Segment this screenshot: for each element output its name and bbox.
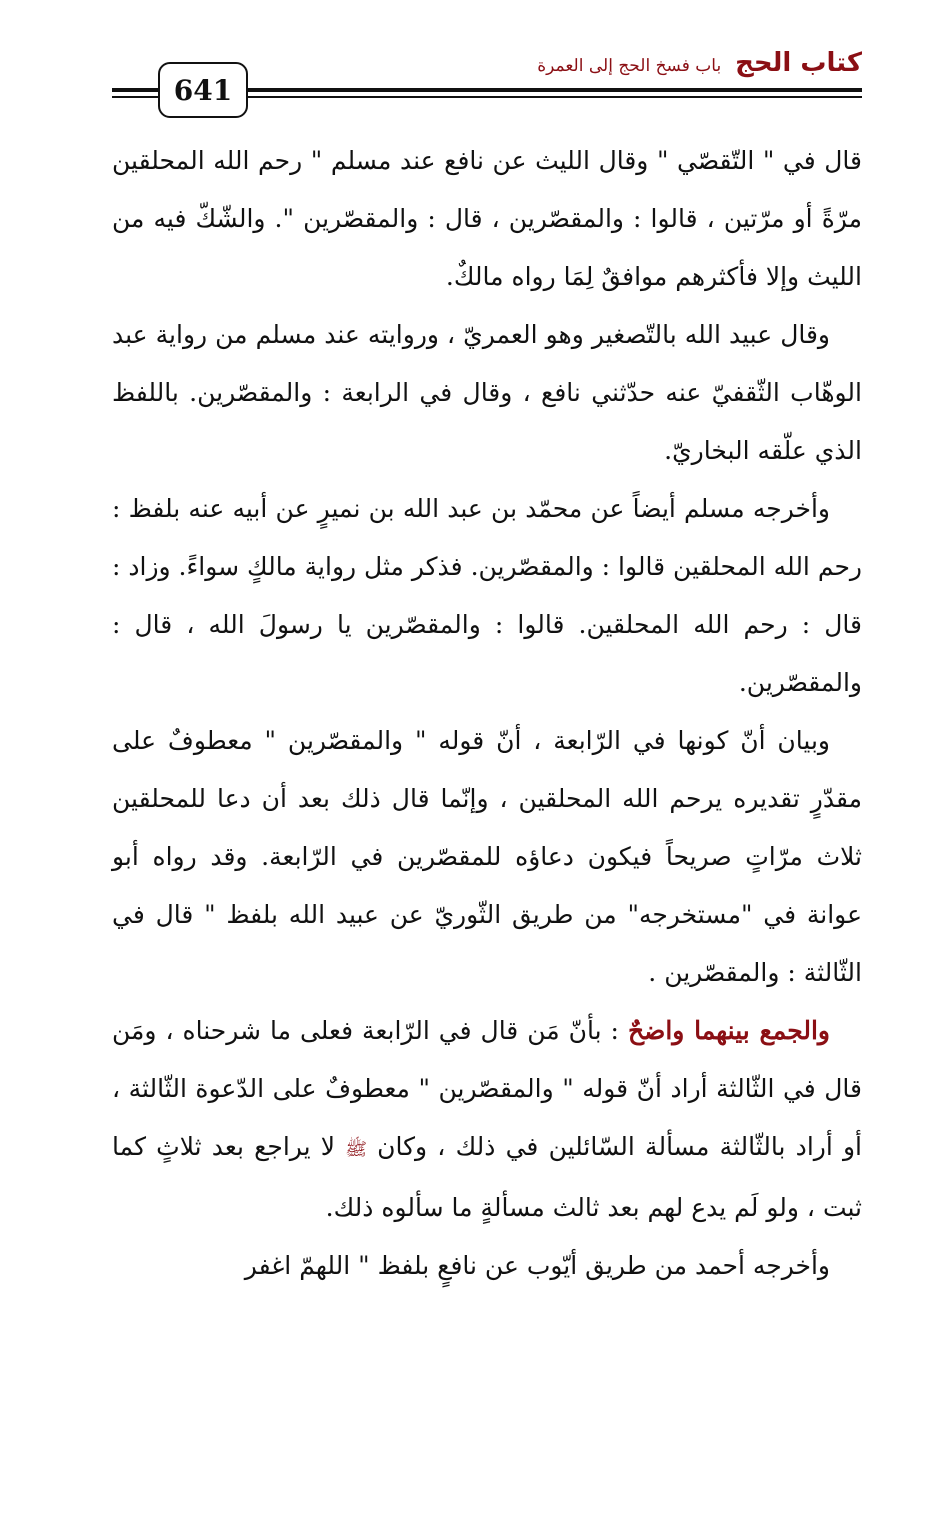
paragraph-5-text-2: لا يراجع بعد ثلاثٍ كما ثبت ، ولو لَم يدع لهم بعد ثالث مسألةٍ ما سألوه ذلك. (112, 1132, 862, 1222)
paragraph-5-heading: والجمع بينهما واضحٌ (627, 1016, 830, 1045)
page-header (112, 40, 862, 120)
paragraph-5-text-1: : بأنّ مَن قال في الرّابعة فعلى ما شرحناه ، ومَن قال في الثّالثة أراد أنّ قوله " والمقصّرين " معطوفٌ على الدّعوة الثّالثة ، أو أراد بالثّالثة مسألة السّائلين في ذلك ، وكان (112, 1016, 862, 1161)
paragraph-3: وأخرجه مسلم أيضاً عن محمّد بن عبد الله بن نميرٍ عن أبيه عنه بلفظ : رحم الله المحلقين قالوا : والمقصّرين. فذكر مثل رواية مالكٍ سواءً. وزاد : قال : رحم الله المحلقين. قالوا : والمقصّرين يا رسولَ الله ، قال : والمقصّرين. (112, 494, 862, 697)
book-title: كتاب الحج (735, 48, 862, 78)
paragraph-1: قال في " التّقصّي " وقال الليث عن نافع عند مسلم " رحم الله المحلقين مرّةً أو مرّتين ، قالوا : والمقصّرين ، قال : والمقصّرين ". والشّكّ فيه من الليث وإلا فأكثرهم موافقٌ لِمَا رواه مالكٌ. (112, 146, 862, 291)
chapter-title: باب فسخ الحج إلى العمرة (537, 56, 722, 76)
salawat-symbol: ﷺ (345, 1139, 367, 1160)
paragraph-5 (112, 1002, 862, 1237)
page-number: 641 (158, 62, 248, 118)
paragraph-2: وقال عبيد الله بالتّصغير وهو العمريّ ، وروايته عند مسلم من رواية عبد الوهّاب الثّقفيّ عنه حدّثني نافع ، وقال في الرابعة : والمقصّرين. باللفظ الذي علّقه البخاريّ. (112, 320, 862, 465)
running-title (537, 48, 862, 78)
paragraph-6: وأخرجه أحمد من طريق أيّوب عن نافعٍ بلفظ " اللهمّ اغفر (244, 1251, 830, 1280)
paragraph-4: وبيان أنّ كونها في الرّابعة ، أنّ قوله " والمقصّرين " معطوفٌ على مقدّرٍ تقديره يرحم الله المحلقين ، وإنّما قال ذلك بعد أن دعا للمحلقين ثلاث مرّاتٍ صريحاً فيكون دعاؤه للمقصّرين في الرّابعة. وقد رواه أبو عوانة في "مستخرجه" من طريق الثّوريّ عن عبيد الله بلفظ " قال في الثّالثة : والمقصّرين . (112, 726, 862, 987)
page-body (112, 132, 862, 1295)
